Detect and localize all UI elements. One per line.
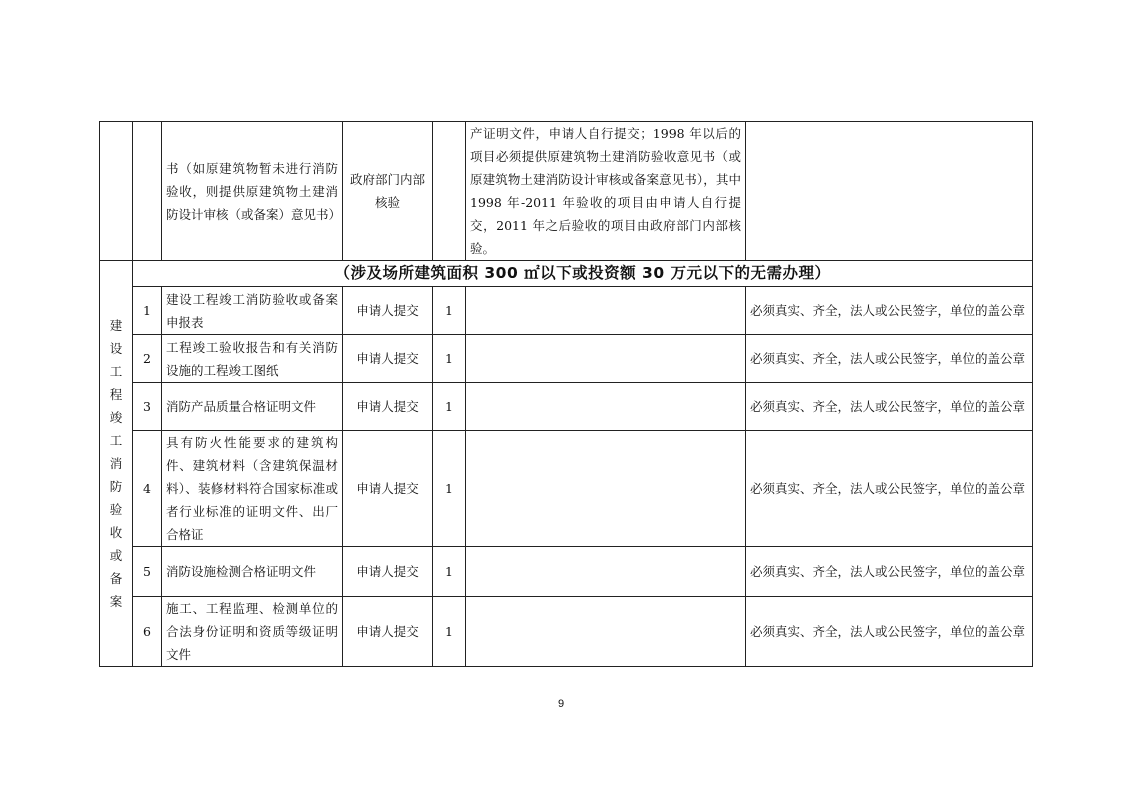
material-name: 建设工程竣工消防验收或备案申报表 — [162, 287, 343, 335]
side-char: 程 — [109, 387, 123, 402]
side-char: 建 — [109, 318, 123, 333]
table-row — [100, 431, 1033, 547]
row-number: 1 — [133, 287, 162, 335]
table-row — [100, 335, 1033, 383]
material-requirement: 必须真实、齐全，法人或公民签字，单位的盖公章 — [746, 547, 1033, 597]
material-qty: 1 — [433, 597, 466, 667]
side-char: 防 — [109, 479, 123, 494]
material-qty: 1 — [433, 547, 466, 597]
material-source: 申请人提交 — [343, 335, 433, 383]
continued-note: 产证明文件，申请人自行提交；1998 年以后的项目必须提供原建筑物土建消防验收意见书（或原建筑物土建消防设计审核或备案意见书），其中 1998 年-2011 年验收的项目由申请人自行提交，2011 年之后验收的项目由政府部门内部核验。 — [466, 122, 746, 261]
material-note — [466, 335, 746, 383]
material-requirement: 必须真实、齐全，法人或公民签字，单位的盖公章 — [746, 335, 1033, 383]
side-char: 收 — [109, 525, 123, 540]
material-source: 申请人提交 — [343, 597, 433, 667]
material-note — [466, 547, 746, 597]
table-row — [100, 597, 1033, 667]
material-name: 消防设施检测合格证明文件 — [162, 547, 343, 597]
side-char: 或 — [109, 548, 123, 563]
side-char: 消 — [109, 456, 123, 471]
material-note — [466, 383, 746, 431]
material-qty: 1 — [433, 335, 466, 383]
table-row — [100, 287, 1033, 335]
side-char: 工 — [109, 364, 123, 379]
continued-requirement-cell — [746, 122, 1033, 261]
material-qty: 1 — [433, 431, 466, 547]
material-requirement: 必须真实、齐全，法人或公民签字，单位的盖公章 — [746, 383, 1033, 431]
side-char: 验 — [109, 502, 123, 517]
section-banner: （涉及场所建筑面积 300 ㎡以下或投资额 30 万元以下的无需办理） — [133, 261, 1033, 287]
table-row — [100, 547, 1033, 597]
material-note — [466, 597, 746, 667]
material-requirement: 必须真实、齐全，法人或公民签字，单位的盖公章 — [746, 597, 1033, 667]
page-number: 9 — [557, 698, 565, 710]
material-name: 工程竣工验收报告和有关消防设施的工程竣工图纸 — [162, 335, 343, 383]
continued-num-cell — [133, 122, 162, 261]
material-note — [466, 431, 746, 547]
material-source: 申请人提交 — [343, 431, 433, 547]
material-name: 具有防火性能要求的建筑构件、建筑材料（含建筑保温材料）、装修材料符合国家标准或者行业标准的证明文件、出厂合格证 — [162, 431, 343, 547]
table-row — [100, 383, 1033, 431]
row-number: 3 — [133, 383, 162, 431]
material-requirement: 必须真实、齐全，法人或公民签字，单位的盖公章 — [746, 287, 1033, 335]
material-source: 申请人提交 — [343, 383, 433, 431]
continued-side-cell — [100, 122, 133, 261]
side-char: 工 — [109, 433, 123, 448]
banner-row — [100, 261, 1033, 287]
row-number: 5 — [133, 547, 162, 597]
materials-table — [99, 121, 1033, 667]
continued-qty-cell — [433, 122, 466, 261]
row-number: 4 — [133, 431, 162, 547]
side-char: 备 — [109, 571, 123, 586]
row-number: 6 — [133, 597, 162, 667]
row-number: 2 — [133, 335, 162, 383]
material-note — [466, 287, 746, 335]
side-char: 竣 — [109, 410, 123, 425]
material-name: 施工、工程监理、检测单位的合法身份证明和资质等级证明文件 — [162, 597, 343, 667]
continued-material-name: 书（如原建筑物暂未进行消防验收，则提供原建筑物土建消防设计审核（或备案）意见书） — [162, 122, 343, 261]
material-qty: 1 — [433, 383, 466, 431]
side-char: 案 — [109, 594, 123, 609]
continued-row — [100, 122, 1033, 261]
section-side-label — [100, 261, 133, 667]
continued-source: 政府部门内部核验 — [343, 122, 433, 261]
side-char: 设 — [109, 341, 123, 356]
material-source: 申请人提交 — [343, 547, 433, 597]
material-name: 消防产品质量合格证明文件 — [162, 383, 343, 431]
material-qty: 1 — [433, 287, 466, 335]
material-source: 申请人提交 — [343, 287, 433, 335]
material-requirement: 必须真实、齐全，法人或公民签字，单位的盖公章 — [746, 431, 1033, 547]
